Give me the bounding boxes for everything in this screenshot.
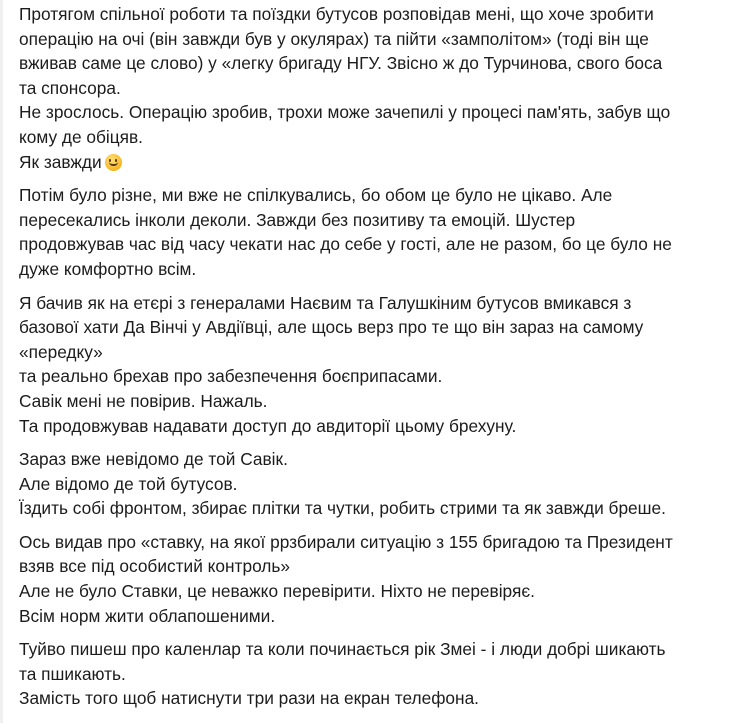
text-line: «передку» xyxy=(19,341,103,362)
text-line: пересекались інколи деколи. Завжди без позитиву та емоцій. Шустер xyxy=(19,209,576,230)
text-line: та реально брехав про забезпечення боєприпасами. xyxy=(19,366,443,387)
text-line: операцію на очі (він завжди був у окулярах) та пійти «замполітом» (тоді він ще xyxy=(19,28,649,49)
text-line: взяв все під особистий контроль» xyxy=(19,556,291,577)
paragraph-2 xyxy=(19,183,740,281)
text-line: Але відомо де той бутусов. xyxy=(19,473,238,494)
text-line: Ось видав про «ставку, на якої ррзбирали ситуацію з 155 бригадою та Президент xyxy=(19,531,673,552)
paragraph-3 xyxy=(19,291,740,439)
text-line: кому де обіцяв. xyxy=(19,126,143,147)
text-line: Я бачив як на етєрі з генералами Наєвим та Галушкіним бутусов вмикався з xyxy=(19,292,632,313)
text-line-with-emoji xyxy=(19,150,740,175)
text-line: та спонсора. xyxy=(19,77,121,98)
text-line: Замість того щоб натиснути три рази на екран телефона. xyxy=(19,688,479,709)
text-line: Савік мені не повірив. Нажаль. xyxy=(19,390,268,411)
text-line: базової хати Да Вінчі у Авдіївці, але щось верз про те що він зараз на самому xyxy=(19,317,644,338)
text-line: Протягом спільної роботи та поїздки бутусов розповідав мені, що хоче зробити xyxy=(19,4,654,24)
text-line: вживав саме це слово) у «легку бригаду НГУ. Звісно ж до Турчинова, свого боса xyxy=(19,53,663,74)
paragraph-5 xyxy=(19,530,740,628)
text-line: Як завжди xyxy=(19,151,102,172)
text-line: продовжував час від часу чекати нас до себе у гості, але не разом, бо це було не xyxy=(19,234,672,255)
text-line: Але не було Ставки, це неважко перевірити. Ніхто не перевіряє. xyxy=(19,581,535,602)
paragraph-4 xyxy=(19,447,740,521)
text-line: дуже комфортно всім. xyxy=(19,258,197,279)
text-line: Їздить собі фронтом, збирає плітки та чутки, робить стрими та як завжди бреше. xyxy=(19,498,666,519)
smiling-face-emoji-icon xyxy=(105,154,122,171)
text-line: Зараз вже невідомо де той Савік. xyxy=(19,449,288,470)
text-line: Та продовжував надавати доступ до авдиторії цьому брехуну. xyxy=(19,415,517,436)
paragraph-1 xyxy=(19,2,740,174)
text-line: Не зрослось. Операцію зробив, трохи може зачепилі у процесі пам'ять, забув що xyxy=(19,102,671,123)
text-line: Потім було різне, ми вже не спілкувались, бо обом це було не цікаво. Але xyxy=(19,185,613,206)
text-line: Туйво пишеш про каленлар та коли починається рік Змеі - і люди добрі шикають xyxy=(19,639,666,660)
paragraph-6 xyxy=(19,637,740,711)
text-line: та пшикають. xyxy=(19,663,126,684)
text-line: Всім норм жити облапошеними. xyxy=(19,605,276,626)
